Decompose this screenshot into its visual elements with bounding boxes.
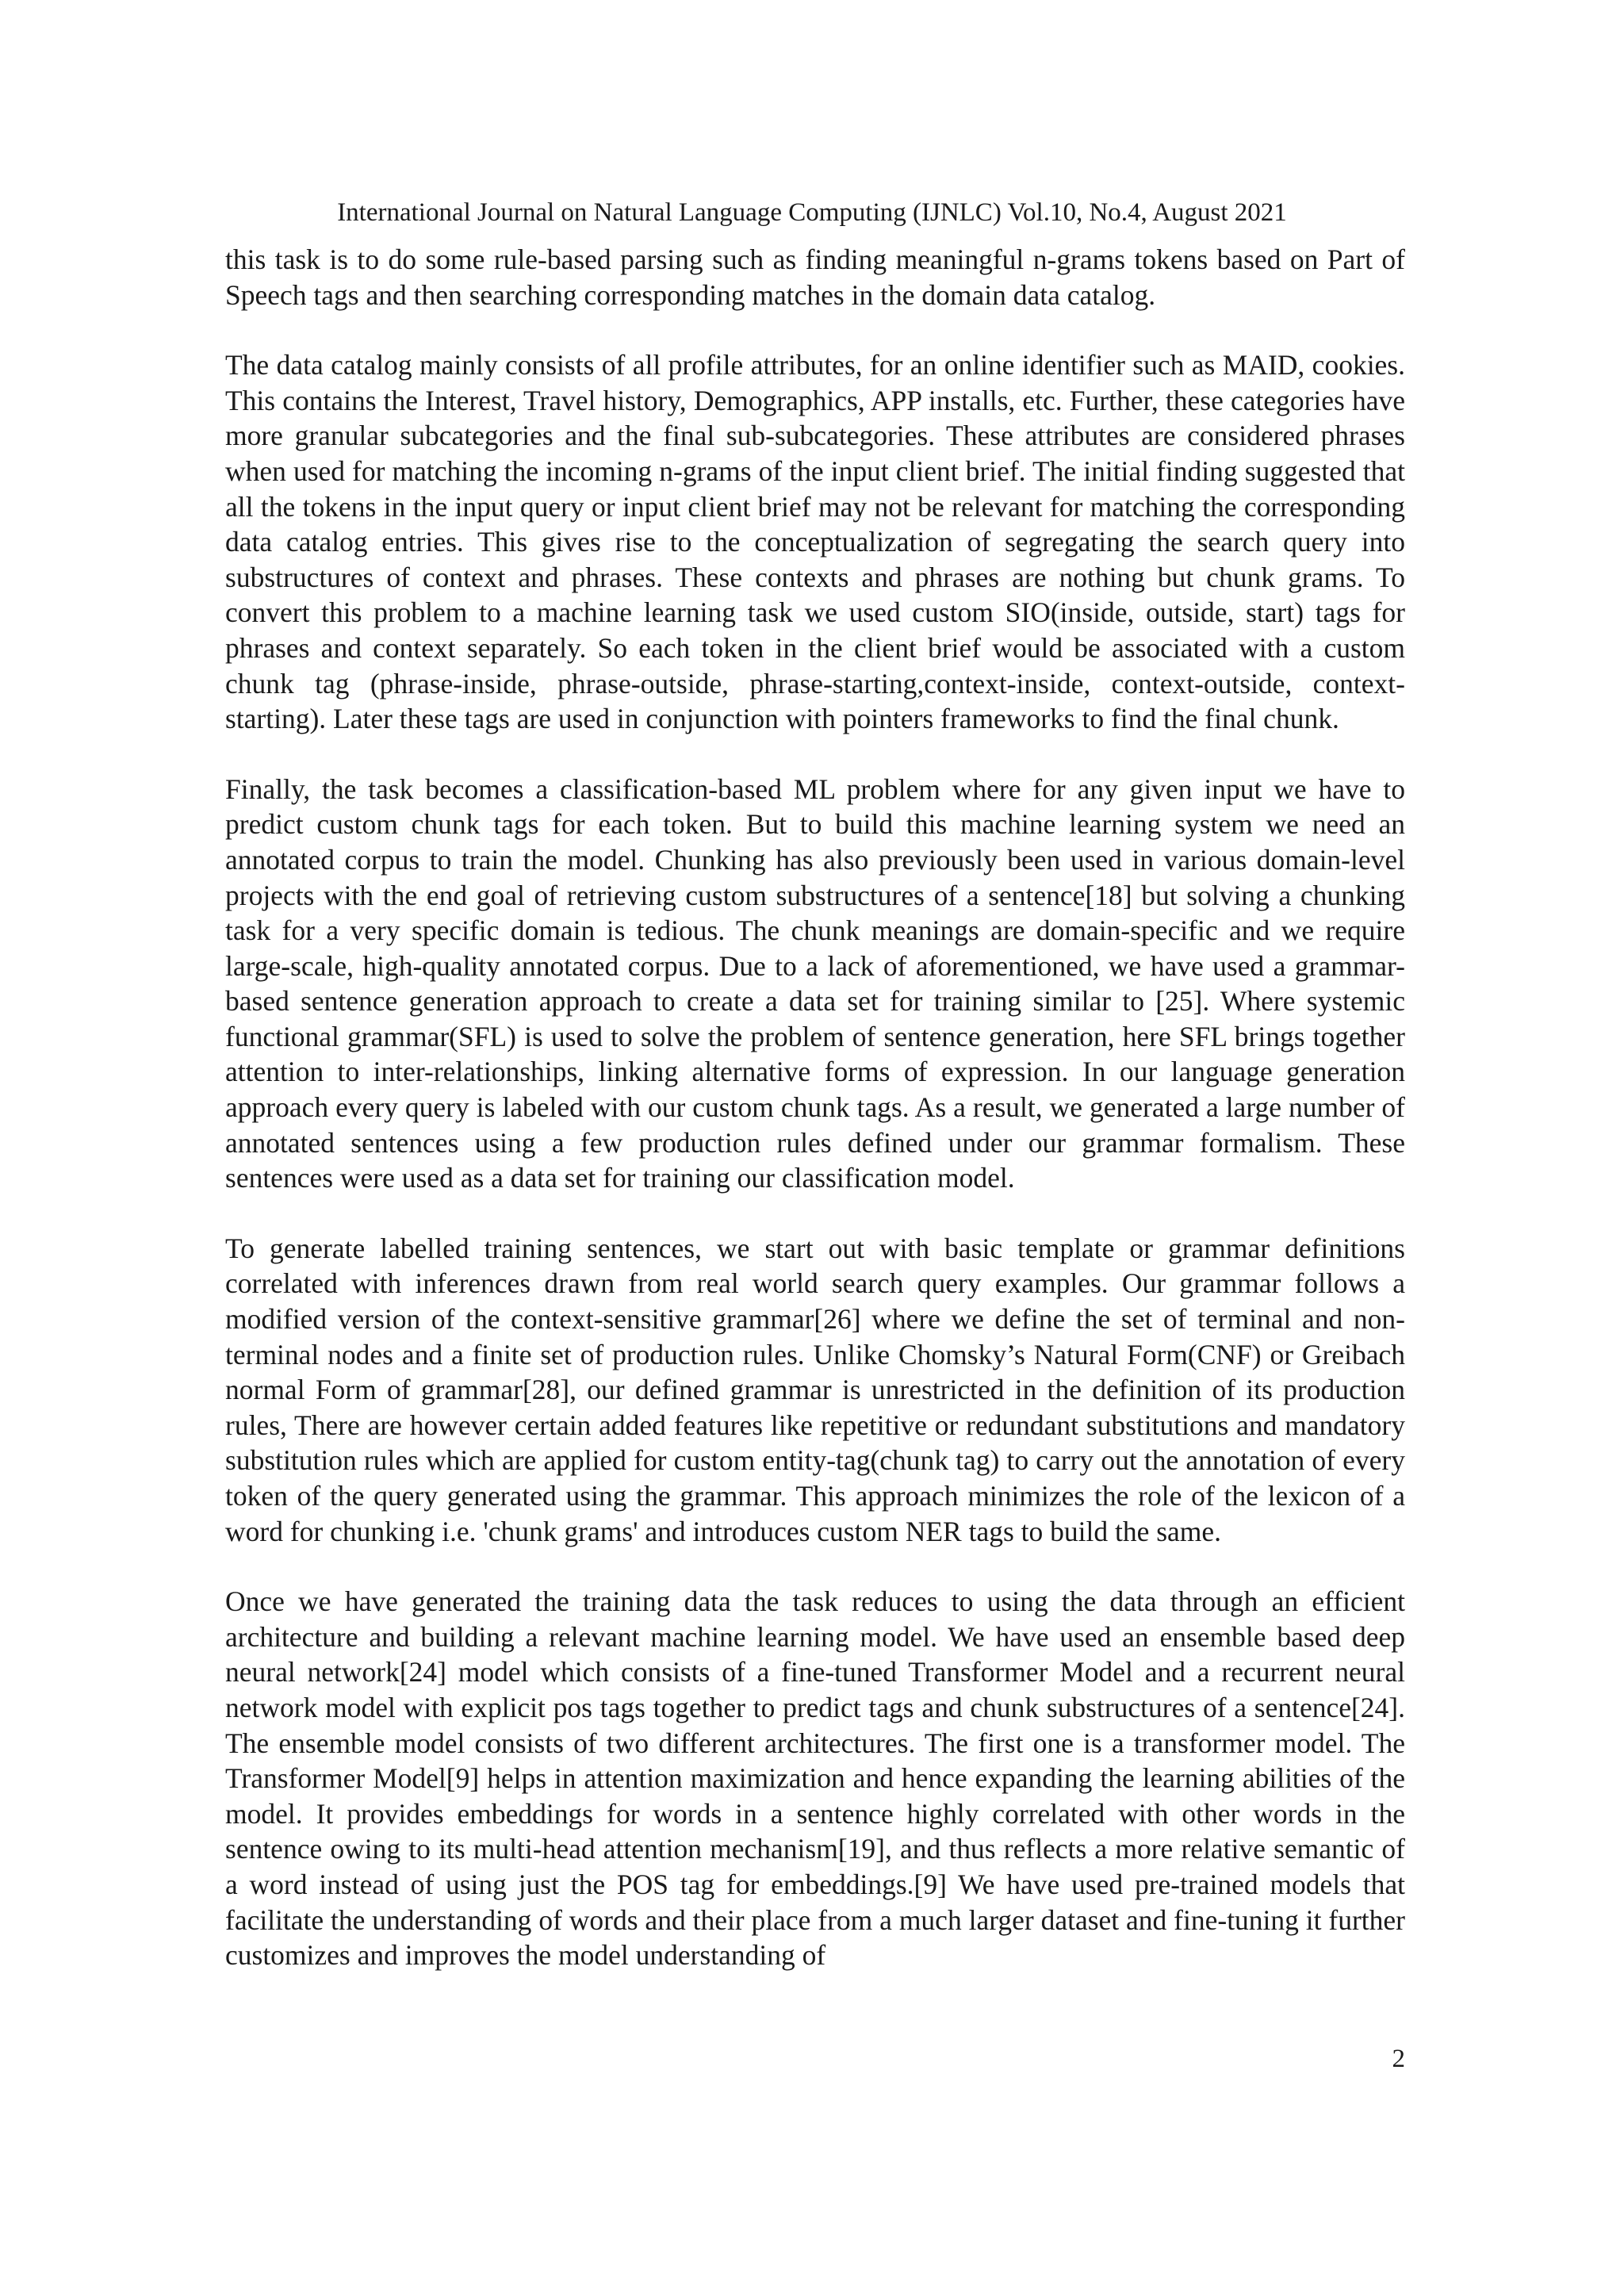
body-paragraph-grammar: To generate labelled training sentences, we start out with basic template or grammar definitions correlated with inferences drawn from real world search query examples. Our grammar follows a modified version of the context-sensitive grammar[26] where we define the set of terminal and non-terminal nodes and a finite set of production rules. Unlike Chomsky’s Natural Form(CNF) or Greibach normal Form of grammar[28], our defined grammar is unrestricted in the definition of its production rules, There are however certain added features like repetitive or redundant substitutions and mandatory substitution rules which are applied for custom entity-tag(chunk tag) to carry out the annotation of every token of the query generated using the grammar. This approach minimizes the role of the lexicon of a word for chunking i.e. 'chunk grams' and introduces custom NER tags to build the same. [225,1232,1405,1547]
body-paragraph-model: Once we have generated the training data the task reduces to using the data through an efficient architecture and building a relevant machine learning model. We have used an ensemble based deep neural network[24] model which consists of a fine-tuned Transformer Model and a recurrent neural network model with explicit pos tags together to predict tags and chunk substructures of a sentence[24]. The ensemble model consists of two different architectures. The first one is a transformer model. The Transformer Model[9] helps in attention maximization and hence expanding the learning abilities of the model. It provides embeddings for words in a sentence highly correlated with other words in the sentence owing to its multi-head attention mechanism[19], and thus reflects a more relative semantic of a word instead of using just the POS tag for embeddings.[9] We have used pre-trained models that facilitate the understanding of words and their place from a much larger dataset and fine-tuning it further customizes and improves the model understanding of [225,1585,1405,1972]
body-text [225,242,1405,2008]
body-paragraph-continued: this task is to do some rule-based parsing such as finding meaningful n-grams tokens based on Part of Speech tags and then searching corresponding matches in the domain data catalog. [225,243,1405,311]
running-header: International Journal on Natural Language Computing (IJNLC) Vol.10, No.4, August 2021 [337,198,1287,227]
body-paragraph-data-catalog: The data catalog mainly consists of all profile attributes, for an online identifier such as MAID, cookies. This contains the Interest, Travel history, Demographics, APP installs, etc. Further, these categories have more granular subcategories and the final sub-subcategories. These attributes are considered phrases when used for matching the incoming n-grams of the input client brief. The initial finding suggested that all the tokens in the input query or input client brief may not be relevant for matching the corresponding data catalog entries. This gives rise to the conceptualization of segregating the search query into substructures of context and phrases. These contexts and phrases are nothing but chunk grams. To convert this problem to a machine learning task we used custom SIO(inside, outside, start) tags for phrases and context separately. So each token in the client brief would be associated with a custom chunk tag (phrase-inside, phrase-outside, phrase-starting,context-inside, context-outside, context-starting). Later these tags are used in conjunction with pointers frameworks to find the final chunk. [225,349,1405,735]
body-paragraph-classification: Finally, the task becomes a classification-based ML problem where for any given input we have to predict custom chunk tags for each token. But to build this machine learning system we need an annotated corpus to train the model. Chunking has also previously been used in various domain-level projects with the end goal of retrieving custom substructures of a sentence[18] but solving a chunking task for a very specific domain is tedious. The chunk meanings are domain-specific and we require large-scale, high-quality annotated corpus. Due to a lack of aforementioned, we have used a grammar-based sentence generation approach to create a data set for training similar to [25]. Where systemic functional grammar(SFL) is used to solve the problem of sentence generation, here SFL brings together attention to inter-relationships, linking alternative forms of expression. In our language generation approach every query is labeled with our custom chunk tags. As a result, we generated a large number of annotated sentences using a few production rules defined under our grammar formalism. These sentences were used as a data set for training our classification model. [225,772,1405,1194]
page-number: 2 [1392,2045,1405,2073]
